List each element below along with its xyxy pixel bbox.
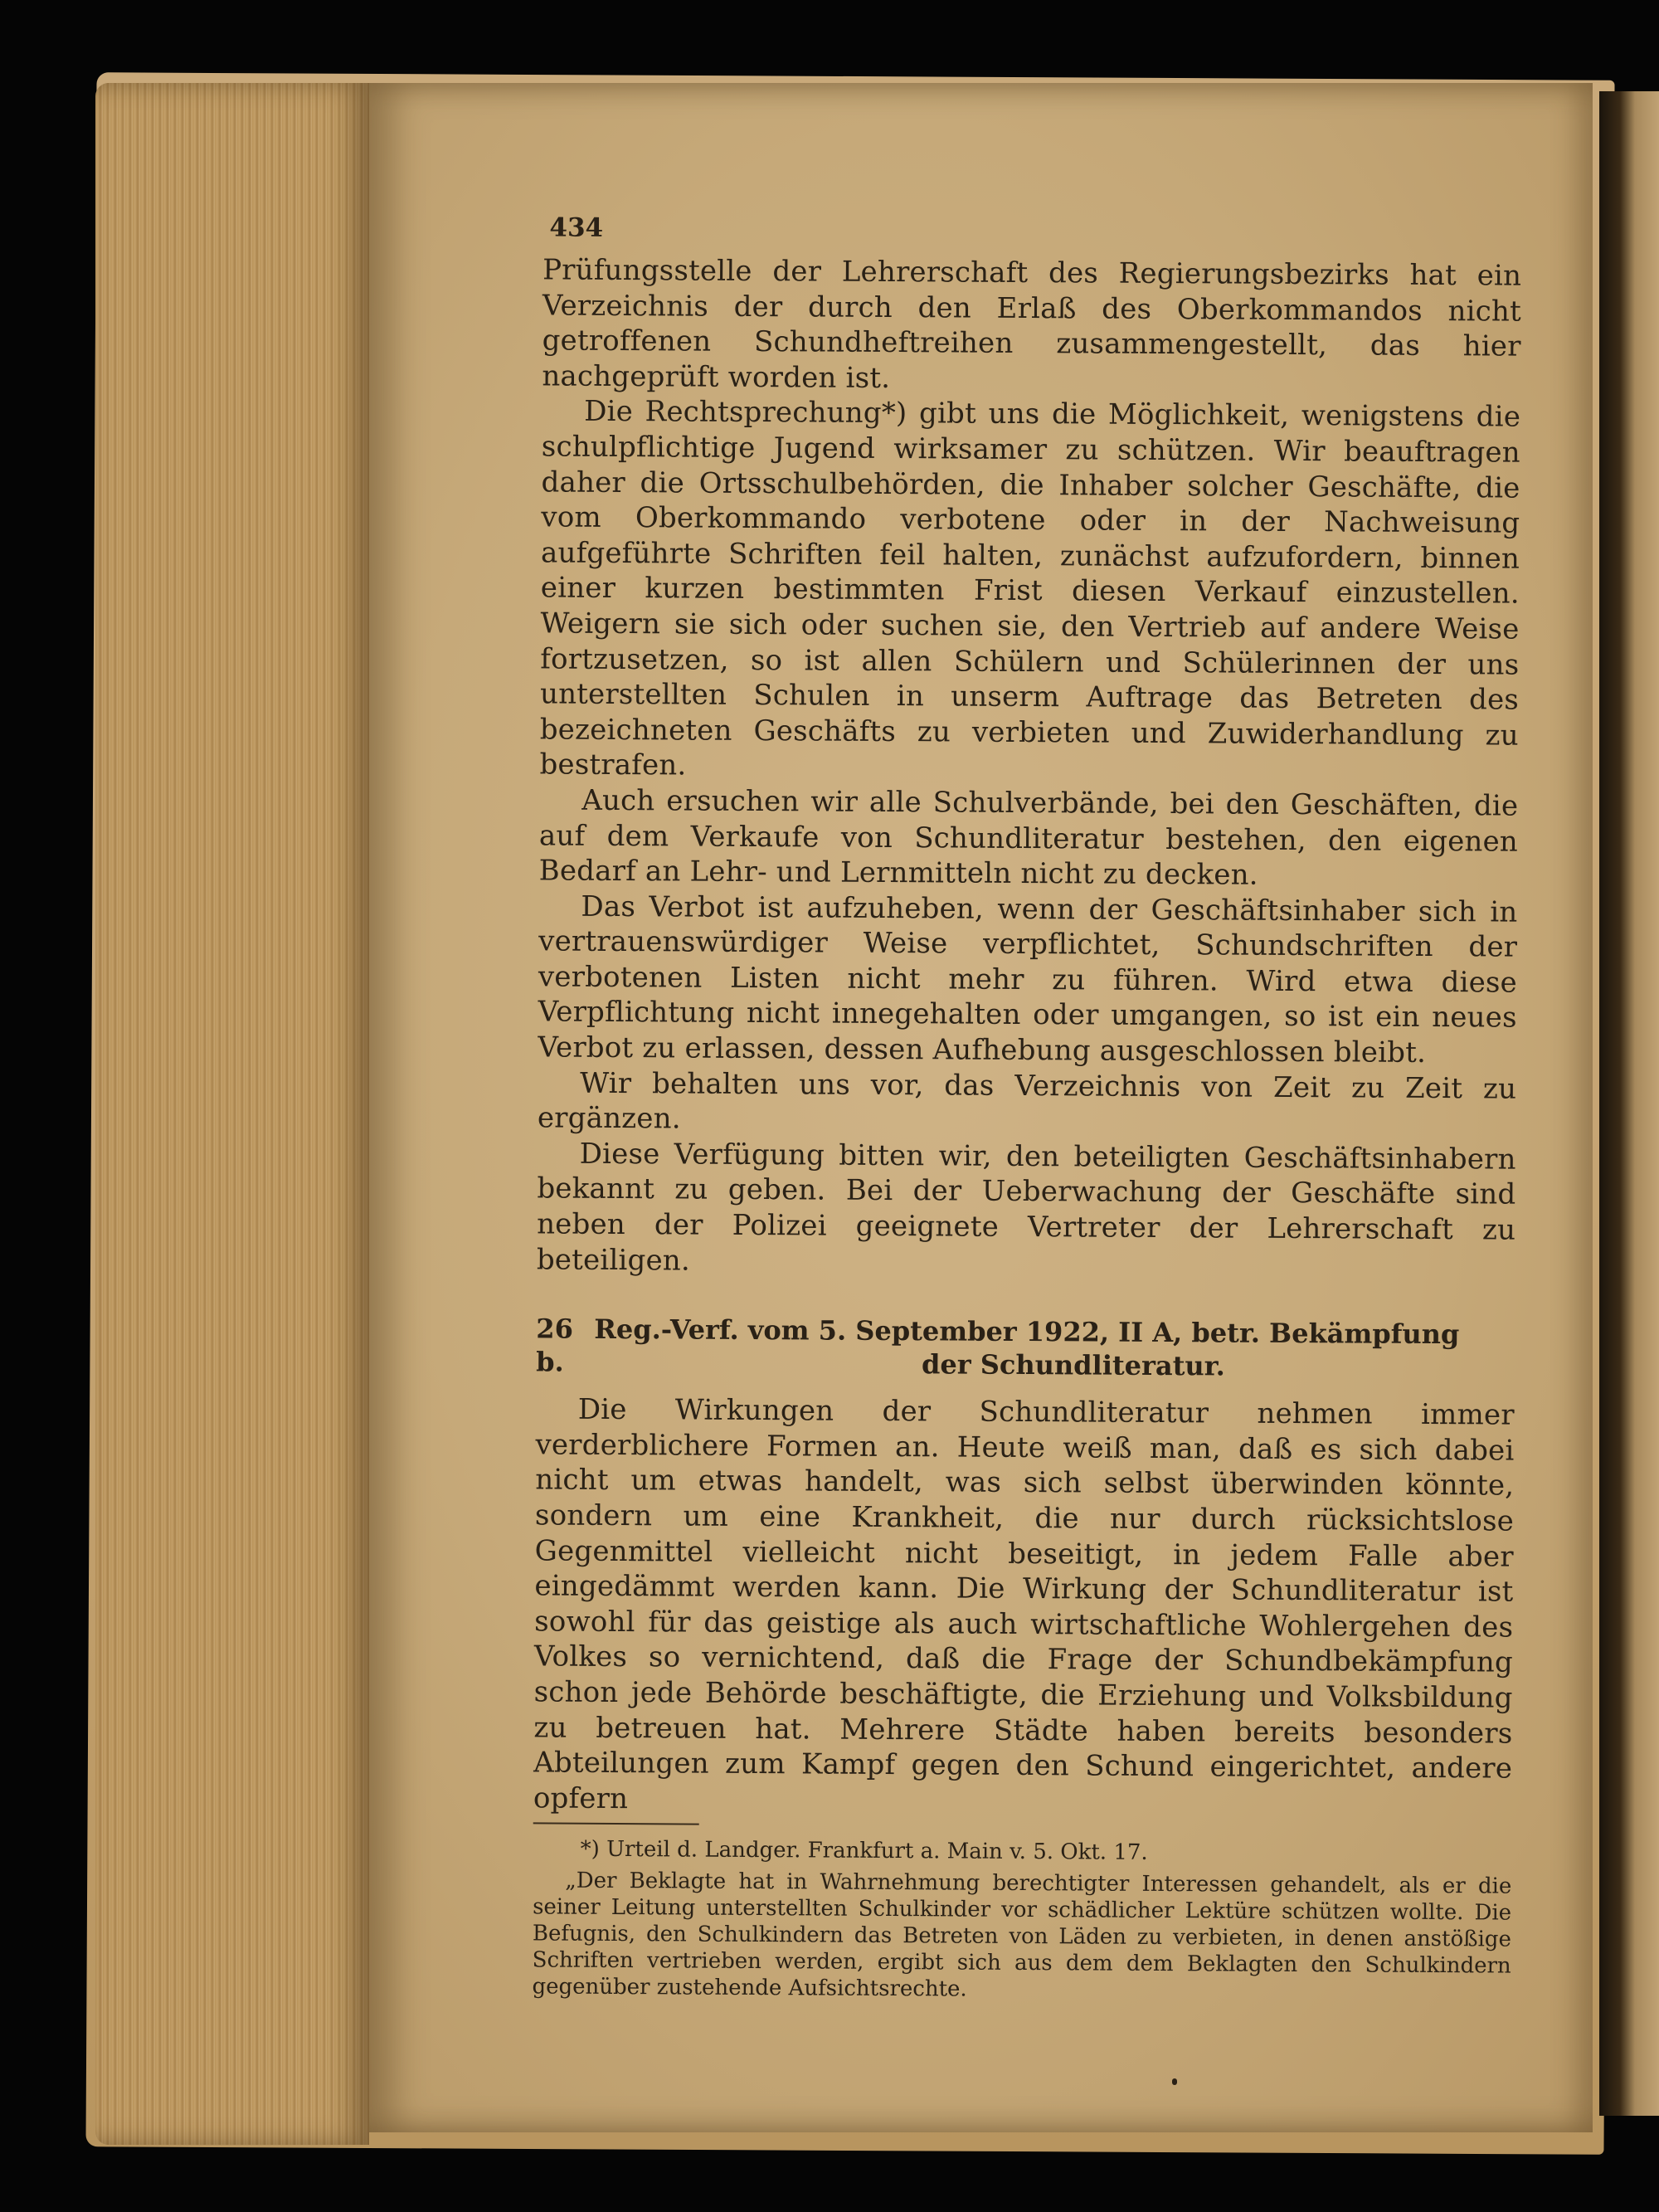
body-text (537, 252, 1522, 1283)
footnote-rule (533, 1823, 699, 1825)
page-edges (95, 83, 369, 2145)
section-title-line-2: der Schundliteratur. (922, 1348, 1225, 1382)
paragraph: Die Wirkungen der Schundliteratur nehmen immer verderblichere Formen an. Heute weiß man, daß es sich dabei nicht um etwas handelt, was sich selbst überwinden könnte, sondern um eine Krankheit, die nur durch rücksichtslose Gegenmittel vielleicht nicht beseitigt, in jedem Falle aber eingedämmt werden kann. Die Wirkung der Schundliteratur ist sowohl für das geistige als auch wirtschaftliche Wohlergehen des Volkes so vernichtend, daß die Frage der Schundbekämpfung schon jede Behörde beschäftigte, die Erziehung und Volksbildung zu betreuen hat. Mehrere Städte haben bereits besonders Abteilungen zum Kampf gegen den Schund eingerichtet, andere opfern (533, 1392, 1515, 1815)
paragraph: Auch ersuchen wir alle Schulverbände, bei den Geschäften, die auf dem Verkaufe von Schundliteratur bestehen, den eigenen Bedarf an Lehr- und Lernmitteln nicht zu decken. (538, 783, 1519, 892)
footnote (532, 1836, 1511, 2006)
section-title (594, 1313, 1515, 1385)
section-number: 26 b. (536, 1313, 574, 1378)
footnote-text: „Der Beklagte hat in Wahrnehmung berechtigter Interessen gehandelt, als er die seiner Leitung unterstellten Schulkinder vor schädlicher Lektüre schützen wollte. Die Befugnis, den Schulkindern das Betreten von Läden zu verbieten, in denen anstößige Schriften vertrieben werden, ergibt sich aus dem dem Beklagten den Schulkindern gegenüber zustehende Aufsichtsrechte. (532, 1868, 1512, 2002)
ink-speck (1172, 2078, 1177, 2085)
page-content (532, 212, 1521, 2006)
footnote-citation: *) Urteil d. Landger. Frankfurt a. Main v. 5. Okt. 17. (580, 1837, 1148, 1866)
page-number: 434 (549, 212, 604, 243)
paragraph: Die Rechtsprechung*) gibt uns die Möglichkeit, wenigstens die schulpflichtige Jugend wirksamer zu schützen. Wir beauftragen daher die Ortsschulbehörden, die Inhaber solcher Geschäfte, die vom Oberkommando verbotene oder in der Nachweisung aufgeführte Schriften feil halten, zunächst aufzufordern, binnen einer kurzen bestimmten Frist diesen Verkauf einzustellen. Weigern sie sich oder suchen sie, den Vertrieb auf andere Weise fortzusetzen, so ist allen Schülern und Schülerinnen der uns unterstellten Schulen in unserm Auftrage das Betreten des bezeichneten Geschäfts zu verbieten und Zuwiderhandlung zu bestrafen. (539, 395, 1521, 782)
section-title-line-1: Reg.-Verf. vom 5. September 1922, II A, betr. Bekämpfung (594, 1313, 1460, 1351)
paragraph: Wir behalten uns vor, das Verzeichnis von Zeit zu Zeit zu ergänzen. (537, 1066, 1517, 1136)
facing-page-edge (1599, 91, 1659, 2116)
section-heading (536, 1313, 1515, 1385)
paragraph: Prüfungsstelle der Lehrerschaft des Regierungsbezirks hat ein Verzeichnis der durch den Erlaß des Oberkommandos nicht getroffenen Schundheftreihen zusammengestellt, das hier nachgeprüft worden ist. (542, 253, 1522, 395)
section-body (533, 1392, 1515, 1822)
paragraph: Das Verbot ist aufzuheben, wenn der Geschäftsinhaber sich in vertrauenswürdiger Weise verpflichtet, Schundschriften der verbotenen Listen nicht mehr zu führen. Wird etwa diese Verpflichtung nicht innegehalten oder umgangen, so ist ein neues Verbot zu erlassen, dessen Aufhebung ausgeschlossen bleibt. (538, 889, 1518, 1069)
paragraph: Diese Verfügung bitten wir, den beteiligten Geschäftsinhabern bekannt zu geben. Bei der Ueberwachung der Geschäfte sind neben der Polizei geeignete Vertreter der Lehrerschaft zu beteiligen. (536, 1137, 1516, 1278)
